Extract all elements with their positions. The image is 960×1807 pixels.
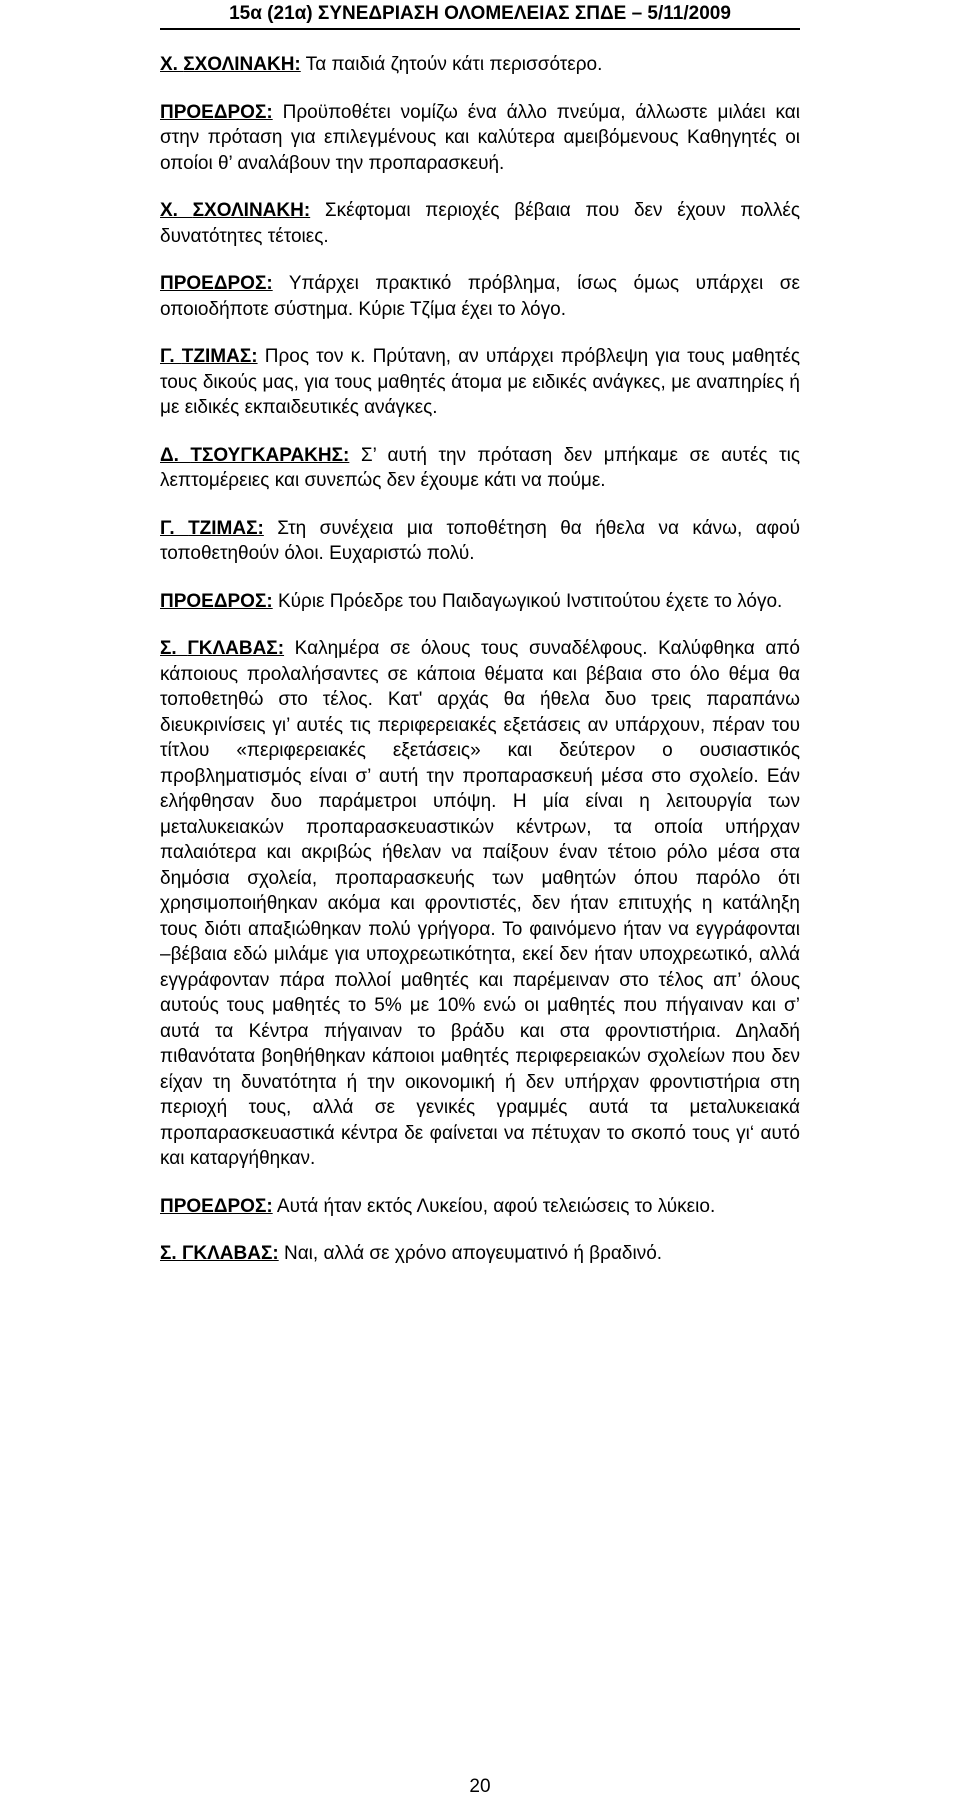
speech-text: Τα παιδιά ζητούν κάτι περισσότερο.: [300, 54, 603, 75]
paragraph: [160, 636, 800, 1172]
paragraph: [160, 271, 800, 322]
paragraph: [160, 100, 800, 177]
speech-text: Στη συνέχεια μια τοποθέτηση θα ήθελα να κάνω, αφού τοποθετηθούν όλοι. Ευχαριστώ πολύ.: [160, 517, 800, 564]
speech-text: Κύριε Πρόεδρε του Παιδαγωγικού Ινστιτούτου έχετε το λόγο.: [272, 590, 783, 612]
speech-text: Ναι, αλλά σε χρόνο απογευματινό ή βραδινό.: [278, 1243, 663, 1264]
page-header: 15α (21α) ΣΥΝΕΔΡΙΑΣΗ ΟΛΟΜΕΛΕΙΑΣ ΣΠΔΕ – 5/11/2009: [160, 0, 800, 30]
paragraph: [160, 1241, 800, 1267]
speaker-name: Σ. ΓΚΛΑΒΑΣ:: [160, 638, 285, 659]
speaker-name: ΠΡΟΕΔΡΟΣ:: [160, 101, 273, 123]
speaker-name: Χ. ΣΧΟΛΙΝΑΚΗ:: [160, 54, 301, 75]
page-number: 20: [469, 1776, 491, 1797]
speech-text: Σκέφτομαι περιοχές βέβαια που δεν έχουν πολλές δυνατότητες τέτοιες.: [160, 200, 800, 247]
speaker-name: Σ. ΓΚΛΑΒΑΣ:: [160, 1243, 279, 1264]
speaker-name: ΠΡΟΕΔΡΟΣ:: [160, 1195, 273, 1217]
speech-text: Προς τον κ. Πρύτανη, αν υπάρχει πρόβλεψη για τους μαθητές τους δικούς μας, για τους μαθητές άτομα με ειδικές ανάγκες, με αναπηρίες ή με ειδικές εκπαιδευτικές ανάγκες.: [160, 346, 800, 418]
paragraph: [160, 589, 800, 615]
paragraph: [160, 443, 800, 494]
speech-text: Προϋποθέτει νομίζω ένα άλλο πνεύμα, άλλωστε μιλάει και στην πρόταση για επιλεγμένους και καλύτερα αμειβόμενους Καθηγητές οι οποίοι θ’ αναλάβουν την προπαρασκευή.: [160, 101, 800, 174]
speech-text: Καλημέρα σε όλους τους συναδέλφους. Καλύφθηκα από κάποιους προλαλήσαντες σε κάποια θέματα και βέβαια στο όλο θέμα θα τοποθετηθώ στο τέλος. Κατ' αρχάς θα ήθελα δυο τρεις παραπάνω διευκρινίσεις γι’ αυτές τις περιφερειακές εξετάσεις αν υπάρχουν, πέραν του τίτλου «περιφερειακές εξετάσεις» και δεύτερον ο ουσιαστικός προβληματισμός είναι σ’ αυτή την προπαρασκευή μέσα στο σχολείο. Εάν ελήφθησαν δυο παράμετροι υπόψη. Η μία είναι η λειτουργία των μεταλυκειακών προπαρασκευαστικών κέντρων, τα οποία υπήρχαν παλαιότερα και ακριβώς ήθελαν να παίξουν έναν τέτοιο ρόλο μέσα στα δημόσια σχολεία, προπαρασκευής των μαθητών όπου παρόλο ότι χρησιμοποιήθηκαν ακόμα και φροντιστές, δεν ήταν επιτυχής η κατάληξη τους διότι απαξιώθηκαν πολύ γρήγορα. Το φαινόμενο ήταν να εγγράφονται –βέβαια εδώ μιλάμε για υποχρεωτικότητα, εκεί δεν ήταν υποχρεωτικό, αλλά εγγράφονταν πάρα πολλοί μαθητές και παρέμειναν στο τέλος απ’ όλους αυτούς τους μαθητές το 5% με 10% ενώ οι μαθητές που πήγαιναν και σ’ αυτά τα Κέντρα πήγαιναν το βράδυ και στα φροντιστήρια. Δηλαδή πιθανότατα βοηθήθηκαν κάποιοι μαθητές περιφερειακών σχολείων που δεν είχαν τη δυνατότητα ή την οικονομική ή δεν υπήρχαν φροντιστήρια στη περιοχή τους, αλλά σε γενικές γραμμές αυτά τα μεταλυκειακά προπαρασκευαστικά κέντρα δε φαίνεται να πέτυχαν το σκοπό τους γι‘ αυτό και καταργήθηκαν.: [160, 638, 801, 1169]
paragraph: [160, 1194, 800, 1220]
speech-text: Υπάρχει πρακτικό πρόβλημα, ίσως όμως υπάρχει σε οποιοδήποτε σύστημα. Κύριε Τζίμα έχει το λόγο.: [160, 273, 800, 320]
speaker-name: ΠΡΟΕΔΡΟΣ:: [160, 590, 273, 612]
speaker-name: Δ. ΤΣΟΥΓΚΑΡΑΚΗΣ:: [160, 444, 350, 466]
speaker-name: Χ. ΣΧΟΛΙΝΑΚΗ:: [160, 200, 311, 221]
document-body: [160, 52, 800, 1289]
speaker-name: ΠΡΟΕΔΡΟΣ:: [160, 273, 273, 294]
speaker-name: Γ. ΤΖΙΜΑΣ:: [160, 517, 264, 539]
speech-text: Σ’ αυτή την πρόταση δεν μπήκαμε σε αυτές τις λεπτομέρειες και συνεπώς δεν έχουμε κάτι να πούμε.: [160, 444, 800, 491]
speaker-name: Γ. ΤΖΙΜΑΣ:: [160, 346, 258, 367]
paragraph: [160, 516, 800, 567]
paragraph: [160, 198, 800, 249]
paragraph: [160, 344, 800, 421]
paragraph: [160, 52, 800, 78]
speech-text: Αυτά ήταν εκτός Λυκείου, αφού τελειώσεις το λύκειο.: [272, 1195, 716, 1217]
